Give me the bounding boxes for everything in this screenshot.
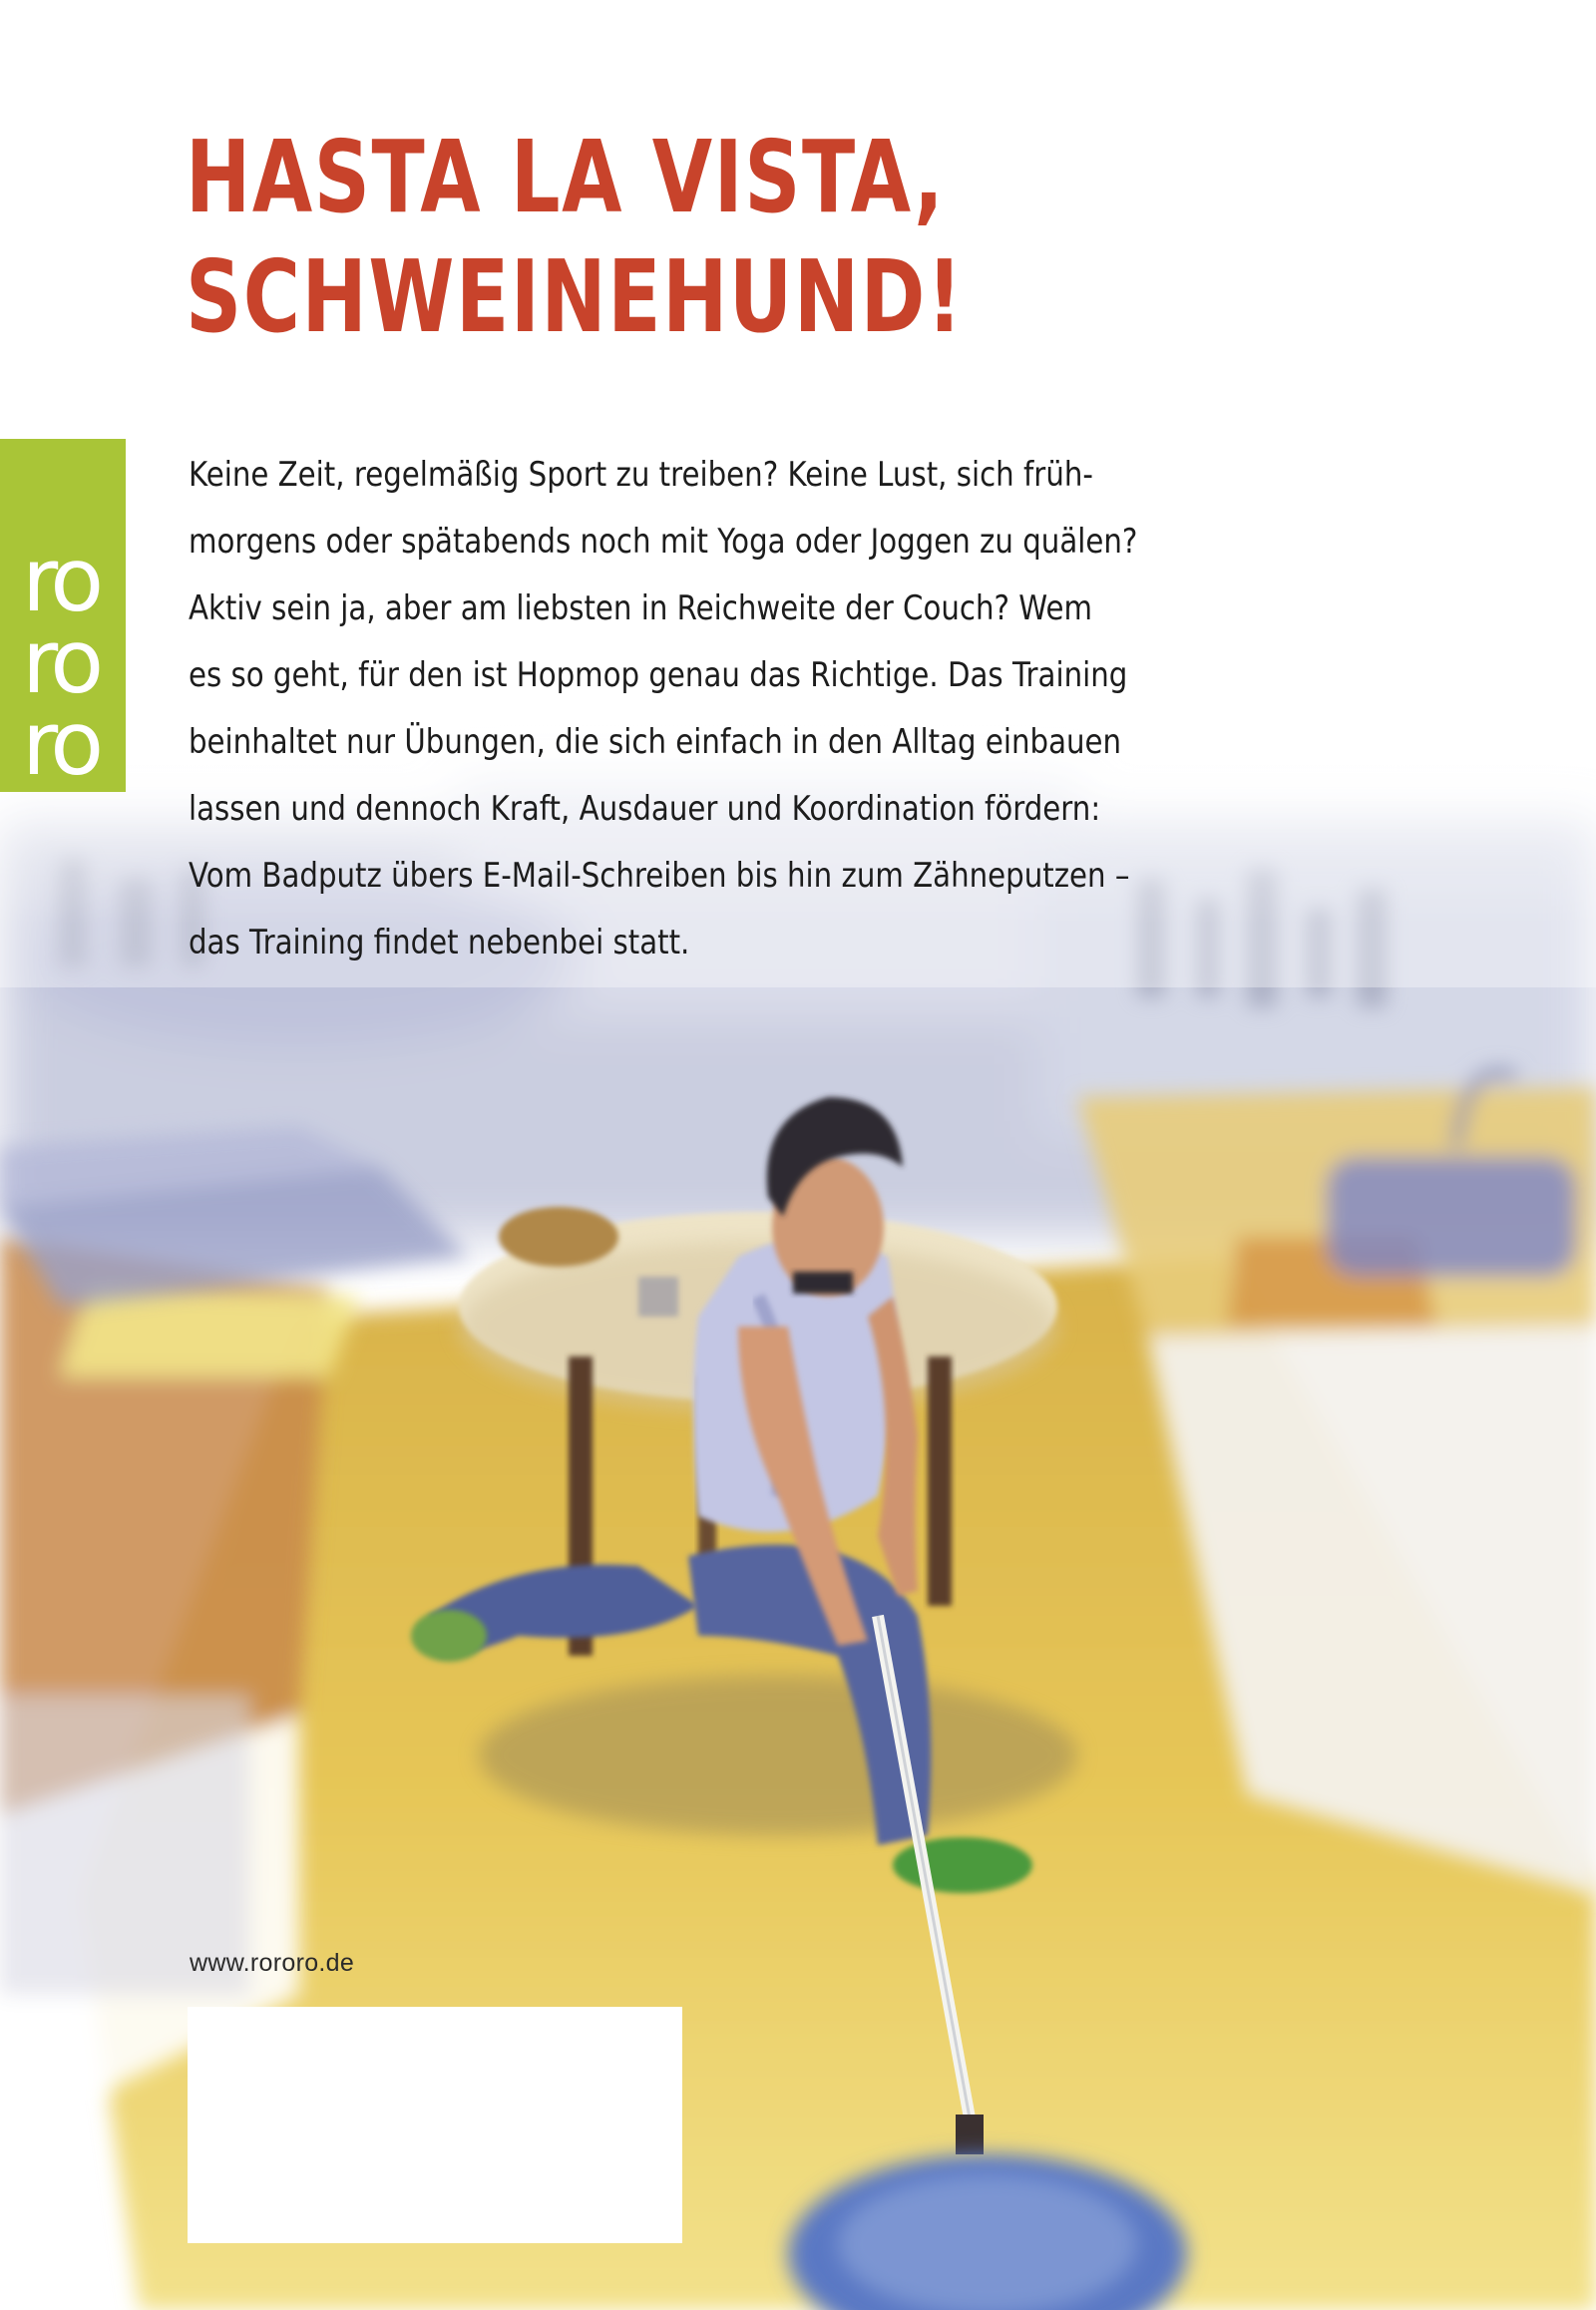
title-line: HASTA LA VISTA, xyxy=(186,119,946,235)
blurb-paragraph xyxy=(189,442,1316,976)
blurb-line: lassen und dennoch Kraft, Ausdauer und Koordination fördern: xyxy=(189,789,1101,829)
blurb-line: Aktiv sein ja, aber am liebsten in Reichweite der Couch? Wem xyxy=(189,588,1092,628)
logo-text: ro xyxy=(22,610,99,713)
page-title xyxy=(186,118,1166,357)
publisher-logo xyxy=(0,439,126,795)
logo-text: ro xyxy=(22,529,99,631)
publisher-website: www.rororo.de xyxy=(190,1949,355,1977)
blurb-line: beinhaltet nur Übungen, die sich einfach in den Alltag einbauen xyxy=(189,722,1122,762)
barcode-area xyxy=(188,2007,682,2243)
blurb-line: morgens oder spätabends noch mit Yoga oder Joggen zu quälen? xyxy=(189,522,1138,562)
blurb-line: Vom Badputz übers E-Mail-Schreiben bis hin zum Zähneputzen – xyxy=(189,856,1130,896)
blurb-line: das Training findet nebenbei statt. xyxy=(189,923,690,962)
blurb-line: Keine Zeit, regelmäßig Sport zu treiben? Keine Lust, sich früh- xyxy=(189,455,1093,495)
logo-text: ro xyxy=(22,692,99,795)
title-line: SCHWEINEHUND! xyxy=(186,238,965,355)
blurb-line: es so geht, für den ist Hopmop genau das Richtige. Das Training xyxy=(189,655,1128,695)
